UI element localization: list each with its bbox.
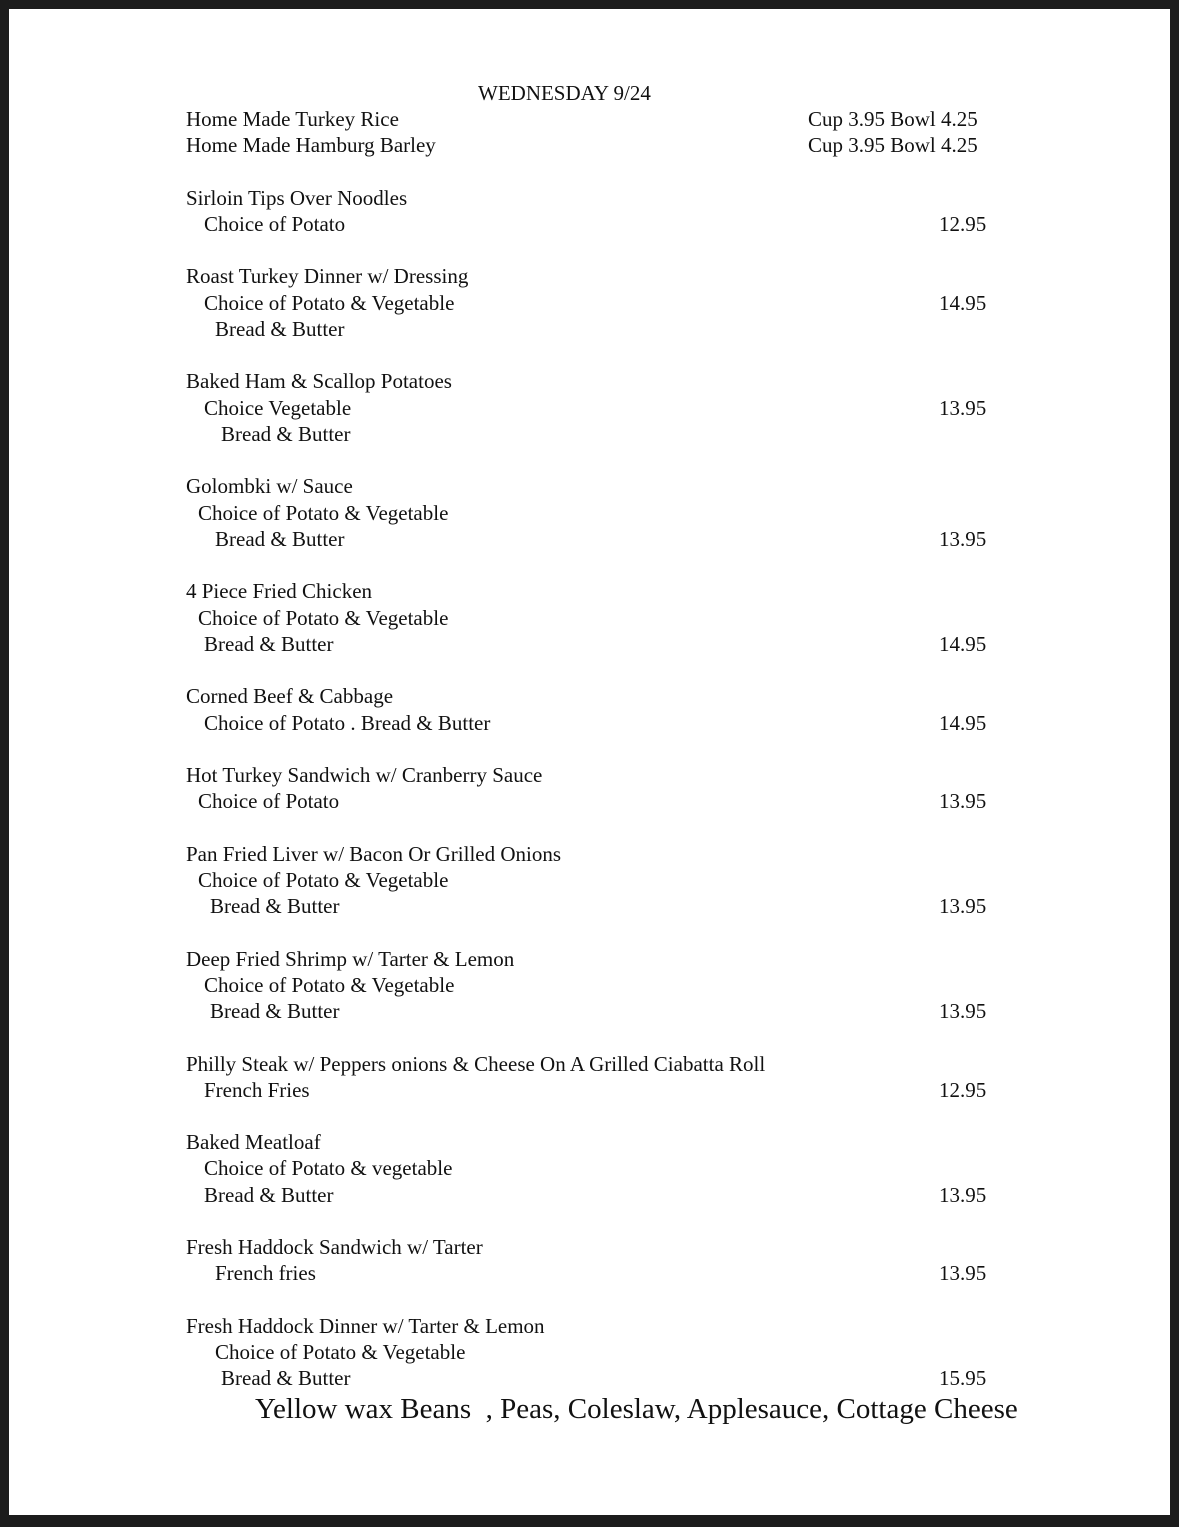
menu-item-detail: Choice of Potato & Vegetable [215, 1340, 466, 1364]
soup-price: Cup 3.95 Bowl 4.25 [808, 133, 978, 157]
menu-item-detail: Bread & Butter [204, 1183, 334, 1207]
menu-item-detail: Bread & Butter [221, 422, 351, 446]
menu-item-detail: Bread & Butter [210, 894, 340, 918]
menu-item-price: 15.95 [939, 1366, 987, 1390]
soup-price: Cup 3.95 Bowl 4.25 [808, 107, 978, 131]
menu-item-price: 13.95 [939, 1183, 987, 1207]
menu-item-name: Hot Turkey Sandwich w/ Cranberry Sauce [186, 763, 543, 787]
menu-page [9, 9, 1170, 1515]
menu-item-name: Philly Steak w/ Peppers onions & Cheese On A Grilled Ciabatta Roll [186, 1052, 766, 1076]
menu-item-detail: Choice of Potato & vegetable [204, 1156, 453, 1180]
menu-item-price: 12.95 [939, 1078, 987, 1102]
menu-item-name: Pan Fried Liver w/ Bacon Or Grilled Onions [186, 842, 562, 866]
menu-item-price: 13.95 [939, 789, 987, 813]
menu-item-detail: Choice of Potato & Vegetable [198, 606, 449, 630]
menu-item-name: Roast Turkey Dinner w/ Dressing [186, 264, 469, 288]
menu-item-detail: French fries [215, 1261, 316, 1285]
menu-item-name: 4 Piece Fried Chicken [186, 579, 373, 603]
menu-item-price: 13.95 [939, 396, 987, 420]
menu-item-name: Sirloin Tips Over Noodles [186, 186, 408, 210]
menu-item-price: 14.95 [939, 291, 987, 315]
menu-item-price: 12.95 [939, 212, 987, 236]
menu-item-detail: Choice of Potato . Bread & Butter [204, 711, 491, 735]
menu-item-detail: Choice of Potato & Vegetable [198, 501, 449, 525]
menu-item-detail: Bread & Butter [221, 1366, 351, 1390]
menu-item-price: 13.95 [939, 1261, 987, 1285]
menu-item-price: 13.95 [939, 894, 987, 918]
menu-item-detail: Bread & Butter [215, 317, 345, 341]
menu-item-detail: Choice of Potato & Vegetable [204, 291, 455, 315]
menu-item-detail: Bread & Butter [215, 527, 345, 551]
soup-name: Home Made Hamburg Barley [186, 133, 436, 157]
menu-item-name: Fresh Haddock Sandwich w/ Tarter [186, 1235, 483, 1259]
menu-item-detail: Bread & Butter [210, 999, 340, 1023]
menu-item-detail: Choice of Potato [198, 789, 340, 813]
menu-item-price: 13.95 [939, 999, 987, 1023]
menu-item-detail: Choice of Potato & Vegetable [204, 973, 455, 997]
menu-item-name: Deep Fried Shrimp w/ Tarter & Lemon [186, 947, 515, 971]
soup-name: Home Made Turkey Rice [186, 107, 399, 131]
menu-item-price: 14.95 [939, 632, 987, 656]
menu-item-price: 13.95 [939, 527, 987, 551]
menu-item-detail: Bread & Butter [204, 632, 334, 656]
sides-list: Yellow wax Beans , Peas, Coleslaw, Applesauce, Cottage Cheese [255, 1393, 1018, 1425]
menu-item-detail: Choice Vegetable [204, 396, 352, 420]
menu-item-name: Baked Meatloaf [186, 1130, 321, 1154]
menu-item-name: Golombki w/ Sauce [186, 474, 353, 498]
menu-item-detail: Choice of Potato & Vegetable [198, 868, 449, 892]
menu-item-detail: French Fries [204, 1078, 310, 1102]
menu-item-detail: Choice of Potato [204, 212, 346, 236]
menu-item-name: Corned Beef & Cabbage [186, 684, 394, 708]
menu-item-price: 14.95 [939, 711, 987, 735]
menu-item-name: Fresh Haddock Dinner w/ Tarter & Lemon [186, 1314, 545, 1338]
menu-title: WEDNESDAY 9/24 [478, 81, 651, 105]
menu-item-name: Baked Ham & Scallop Potatoes [186, 369, 452, 393]
